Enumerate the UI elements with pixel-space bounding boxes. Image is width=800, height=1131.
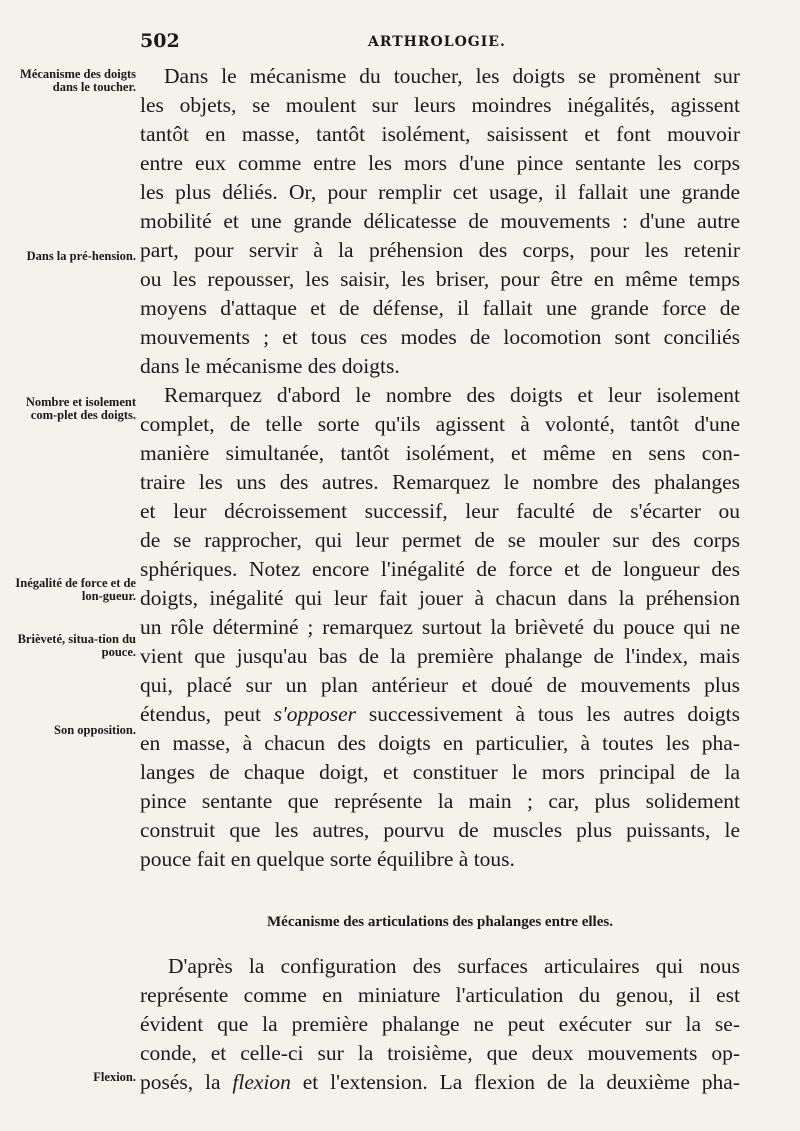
running-title: ARTHROLOGIE. <box>368 34 506 50</box>
text-line: sphériques. Notez encore l'inégalité de force et de longueur des <box>140 557 740 581</box>
margin-note: Nombre et isolement com-plet des doigts. <box>25 395 136 422</box>
margin-note: Son opposition. <box>54 723 136 737</box>
text-line: mobilité et une grande délicatesse de mouvements : d'une autre <box>140 209 740 233</box>
text-line: part, pour servir à la préhension des corps, pour les retenir <box>140 238 740 262</box>
margin-note: Inégalité de force et de lon-gueur. <box>15 576 136 603</box>
text-line: pince sentante que représente la main ; car, plus solidement <box>140 789 740 813</box>
margin-note: Brièveté, situa-tion du pouce. <box>17 632 136 659</box>
text-line: en masse, à chacun des doigts en particulier, à toutes les pha- <box>140 731 740 755</box>
text-line: les objets, se moulent sur leurs moindres inégalités, agissent <box>140 93 740 117</box>
text-line: D'après la configuration des surfaces articulaires qui nous <box>168 954 740 978</box>
text-line: Dans le mécanisme du toucher, les doigts se promènent sur <box>164 64 740 88</box>
text-line: évident que la première phalange ne peut exécuter sur la se- <box>140 1012 740 1036</box>
text-line: construit que les autres, pourvu de muscles plus puissants, le <box>140 818 740 842</box>
text-line: pouce fait en quelque sorte équilibre à tous. <box>140 847 515 871</box>
page-header <box>0 30 800 56</box>
text-line: mouvements ; et tous ces modes de locomotion sont conciliés <box>140 325 740 349</box>
text-line: moyens d'attaque et de défense, il fallait une grande force de <box>140 296 740 320</box>
text-line: entre eux comme entre les mors d'une pince sentante les corps <box>140 151 740 175</box>
text-line: complet, de telle sorte qu'ils agissent à volonté, tantôt d'une <box>140 412 740 436</box>
emphasis: flexion <box>232 1070 291 1094</box>
text-line: qui, placé sur un plan antérieur et doué de mouvements plus <box>140 673 740 697</box>
margin-note: Dans la pré-hension. <box>26 249 136 263</box>
text-line: Remarquez d'abord le nombre des doigts et leur isolement <box>164 383 740 407</box>
text-line: un rôle déterminé ; remarquez surtout la brièveté du pouce qui ne <box>140 615 740 639</box>
text-line: doigts, inégalité qui leur fait jouer à chacun dans la préhension <box>140 586 740 610</box>
text-line: vient que jusqu'au bas de la première phalange de l'index, mais <box>140 644 740 668</box>
text-line: posés, la flexion et l'extension. La flexion de la deuxième pha- <box>140 1070 740 1094</box>
text-line: tantôt en masse, tantôt isolément, saisissent et font mouvoir <box>140 122 740 146</box>
page-number: 502 <box>140 30 180 52</box>
text-line: ou les repousser, les saisir, les briser, pour être en même temps <box>140 267 740 291</box>
margin-note: Flexion. <box>93 1070 136 1084</box>
text-line: traire les uns des autres. Remarquez le nombre des phalanges <box>140 470 740 494</box>
text-line: langes de chaque doigt, et constituer le mors principal de la <box>140 760 740 784</box>
emphasis: s'opposer <box>273 702 357 726</box>
text-line: manière simultanée, tantôt isolément, et même en sens con- <box>140 441 740 465</box>
text-line: les plus déliés. Or, pour remplir cet usage, il fallait une grande <box>140 180 740 204</box>
text-line: de se rapprocher, qui leur permet de se mouler sur des corps <box>140 528 740 552</box>
text-line: conde, et celle-ci sur la troisième, que deux mouvements op- <box>140 1041 740 1065</box>
section-subheading: Mécanisme des articulations des phalanges entre elles. <box>267 914 613 930</box>
text-line: étendus, peut s'opposer successivement à tous les autres doigts <box>140 702 740 726</box>
margin-note: Mécanisme des doigts dans le toucher. <box>20 67 136 94</box>
text-line: représente comme en miniature l'articulation du genou, il est <box>140 983 740 1007</box>
text-line: et leur décroissement successif, leur faculté de s'écarter ou <box>140 499 740 523</box>
text-line: dans le mécanisme des doigts. <box>140 354 400 378</box>
